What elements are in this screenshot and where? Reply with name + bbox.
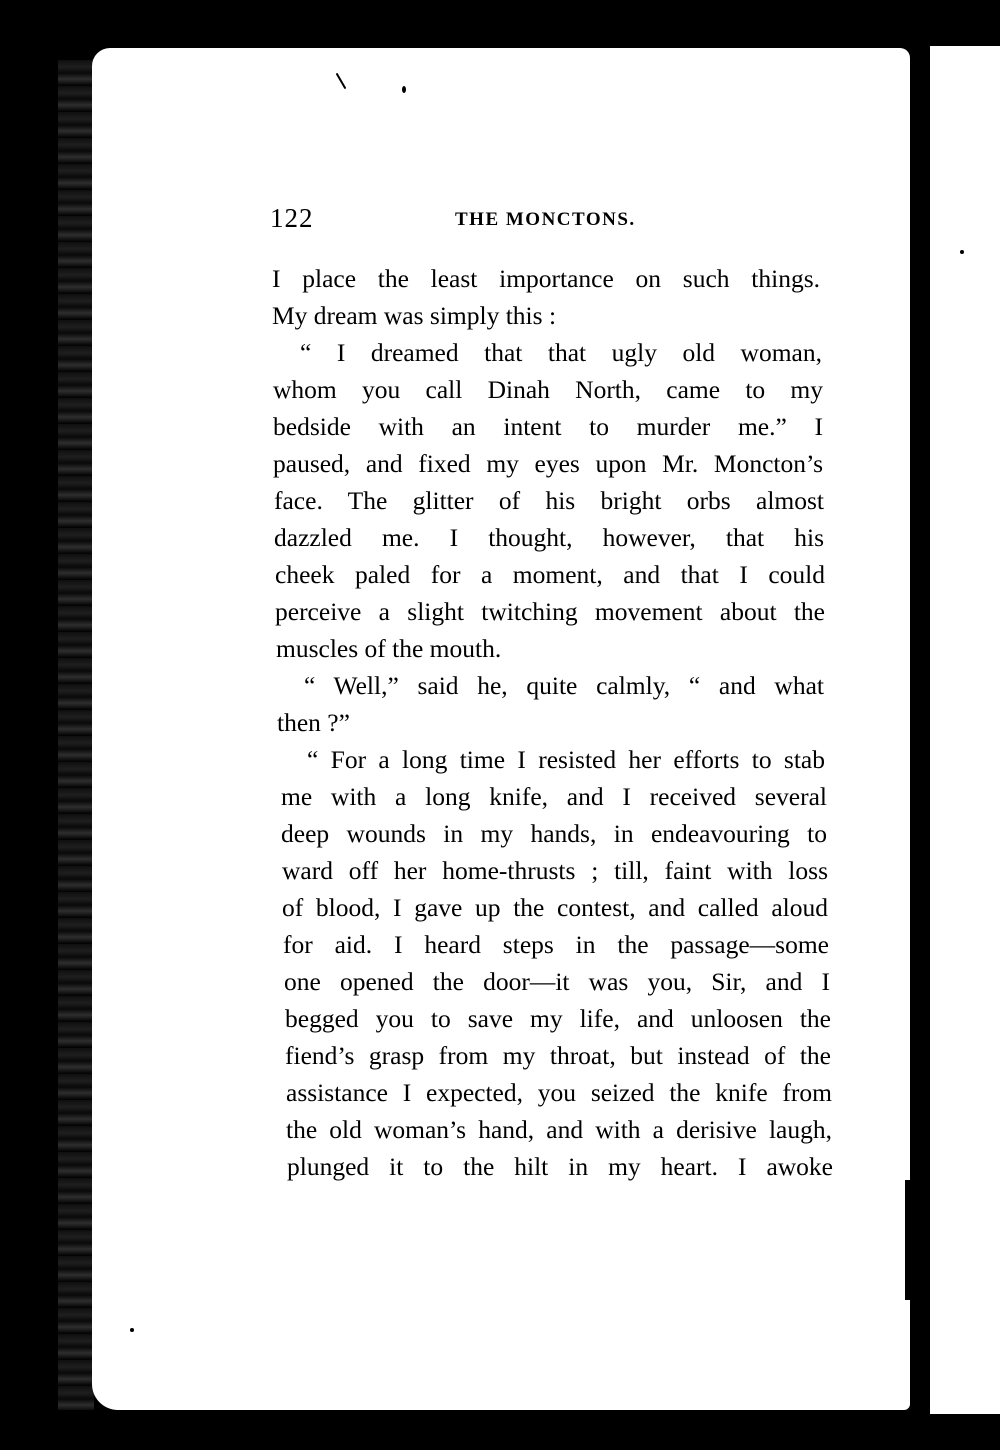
text-line: whom you call Dinah North, came to my [273,375,823,404]
text-line: paused, and fixed my eyes upon Mr. Moncton’s [273,449,823,478]
ink-speck [130,1328,134,1332]
text-line: then ?” [277,708,350,737]
ink-speck [960,250,964,254]
page-shadow [905,1180,927,1300]
text-line: perceive a slight twitching movement about the [275,597,825,626]
body-text [272,260,833,1185]
text-line: cheek paled for a moment, and that I could [275,560,825,589]
text-line: fiend’s grasp from my throat, but instead of the [285,1041,831,1070]
text-line: “ For a long time I resisted her efforts to stab [307,745,825,774]
text-line: assistance I expected, you seized the knife from [286,1078,832,1107]
text-line: ward off her home-thrusts ; till, faint with loss [282,856,828,885]
text-line: one opened the door—it was you, Sir, and I [284,967,830,996]
text-line: “ Well,” said he, quite calmly, “ and what [304,671,824,700]
text-line: I place the least importance on such things. [272,264,820,293]
text-line: deep wounds in my hands, in endeavouring to [281,819,827,848]
running-title: THE MONCTONS. [455,209,636,230]
text-line: begged you to save my life, and unloosen the [285,1004,831,1033]
text-line: for aid. I heard steps in the passage—some [283,930,829,959]
text-line: “ I dreamed that that ugly old woman, [300,338,822,367]
text-line: muscles of the mouth. [276,634,502,663]
text-line: bedside with an intent to murder me.” I [273,412,823,441]
text-line: me with a long knife, and I received several [281,782,827,811]
text-line: of blood, I gave up the contest, and called aloud [282,893,828,922]
next-page-edge [930,46,1000,1414]
text-line: dazzled me. I thought, however, that his [274,523,824,552]
page-binding-edge [58,60,94,1410]
text-line: face. The glitter of his bright orbs almost [274,486,824,515]
page-header [270,203,830,243]
text-line: plunged it to the hilt in my heart. I awoke [287,1152,833,1181]
text-line: My dream was simply this : [272,301,557,330]
text-line: the old woman’s hand, and with a derisive laugh, [286,1115,832,1144]
page-number: 122 [270,203,314,233]
ink-speck [402,86,406,93]
